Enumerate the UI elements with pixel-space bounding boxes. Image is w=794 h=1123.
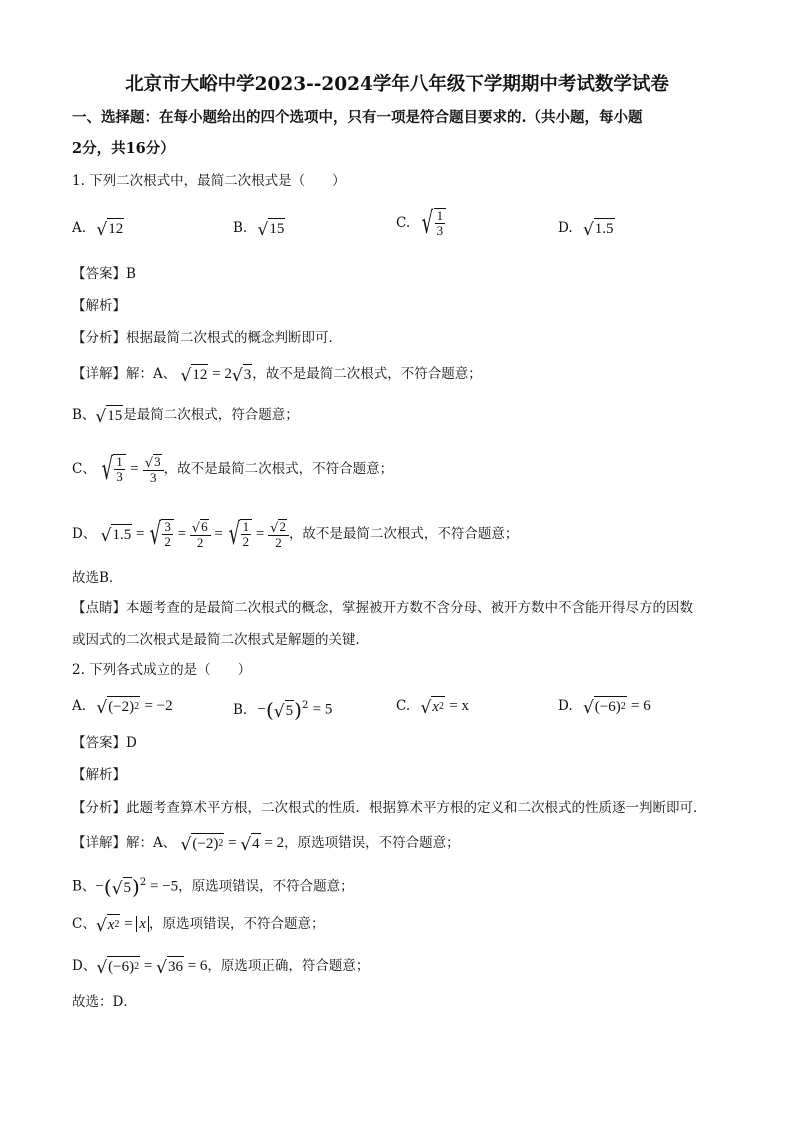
q2-detail-c: C、 √ x 2 = x ，原选项错误，不符合题意；: [72, 916, 325, 936]
q1-option-d[interactable]: D. √ 1.5: [558, 220, 614, 240]
q1-detail-b: B、 √ 15 是最简二次根式，符合题意；: [72, 407, 299, 427]
q2-answer: 【答案】D: [72, 735, 137, 751]
sqrt-expression: √ 1.5: [582, 220, 614, 240]
page-title: 北京市大峪中学2023--2024学年八年级下学期期中考试数学试卷: [125, 74, 669, 95]
section-heading-line1: 一、选择题：在每小题给出的四个选项中，只有一项是符合题目要求的.（共小题，每小题: [72, 109, 643, 126]
q2-detail-a: 【详解】解：A、 √ (−2) 2 = √ 4 = 2，原选项错误，不符合题意；: [72, 835, 460, 855]
q1-option-c[interactable]: C. √ $\frac{1}{3}$: [396, 208, 446, 239]
q1-dianjing-line2: 或因式的二次根式是最简二次根式是解题的关键．: [72, 632, 369, 648]
q2-analysis-tag: 【解析】: [72, 767, 126, 783]
q2-detail-b: B、−( √ 5 )$^2$ = −5，原选项错误，不符合题意；: [72, 875, 354, 899]
q2-option-a[interactable]: A. √ (−2) 2 = −2: [72, 698, 173, 718]
q1-detail-d: D、 √ 1.5 = √ $\frac{3}{2}$ = √ 6 2 = √ $\frac{1}{2}$ = √ 2 2 ，故不是最简二次根式，不符合题意；: [72, 516, 519, 552]
q2-conclusion: 故选：D．: [72, 994, 137, 1010]
q1-detail-a: 【详解】解：A、 √ 12 = 2 √ 3 ，故不是最简二次根式，不符合题意；: [72, 366, 482, 386]
q1-option-a[interactable]: A. √ 12: [72, 220, 124, 240]
q1-answer: 【答案】B: [72, 266, 136, 282]
sqrt-expression: √ 12: [96, 220, 124, 240]
q1-dianjing-line1: 【点睛】本题考查的是最简二次根式的概念，掌握被开方数不含分母、被开方数中不含能开得尽方的因数: [72, 600, 693, 616]
q2-fenxi: 【分析】此题考查算术平方根，二次根式的性质．根据算术平方根的定义和二次根式的性质逐一判断即可．: [72, 800, 707, 816]
sqrt-fraction: √ $\frac{1}{3}$: [420, 208, 446, 239]
q2-detail-d: D、 √ (−6) 2 = √ 36 = 6，原选项正确，符合题意；: [72, 958, 370, 978]
q1-stem: 1. 下列二次根式中，最简二次根式是（ ）: [72, 173, 346, 189]
q2-option-b[interactable]: B. −( √ 5 )$^2$ = 5: [233, 698, 333, 722]
sqrt-expression: √ 15: [257, 220, 285, 240]
q2-stem: 2. 下列各式成立的是（ ）: [72, 662, 252, 678]
q2-option-c[interactable]: C. √ x 2 = x: [396, 698, 469, 718]
q1-detail-c: C、 √ $\frac{1}{3}$ = √ 3 3 ，故不是最简二次根式，不符合题意；: [72, 451, 394, 487]
q1-fenxi: 【分析】根据最简二次根式的概念判断即可．: [72, 330, 342, 346]
q1-option-b[interactable]: B. √ 15: [233, 220, 285, 240]
q2-option-d[interactable]: D. √ (−6) 2 = 6: [558, 698, 651, 718]
q1-analysis-tag: 【解析】: [72, 298, 126, 314]
q1-conclusion: 故选B．: [72, 570, 123, 586]
section-heading-line2: 2分，共16分）: [72, 140, 175, 157]
